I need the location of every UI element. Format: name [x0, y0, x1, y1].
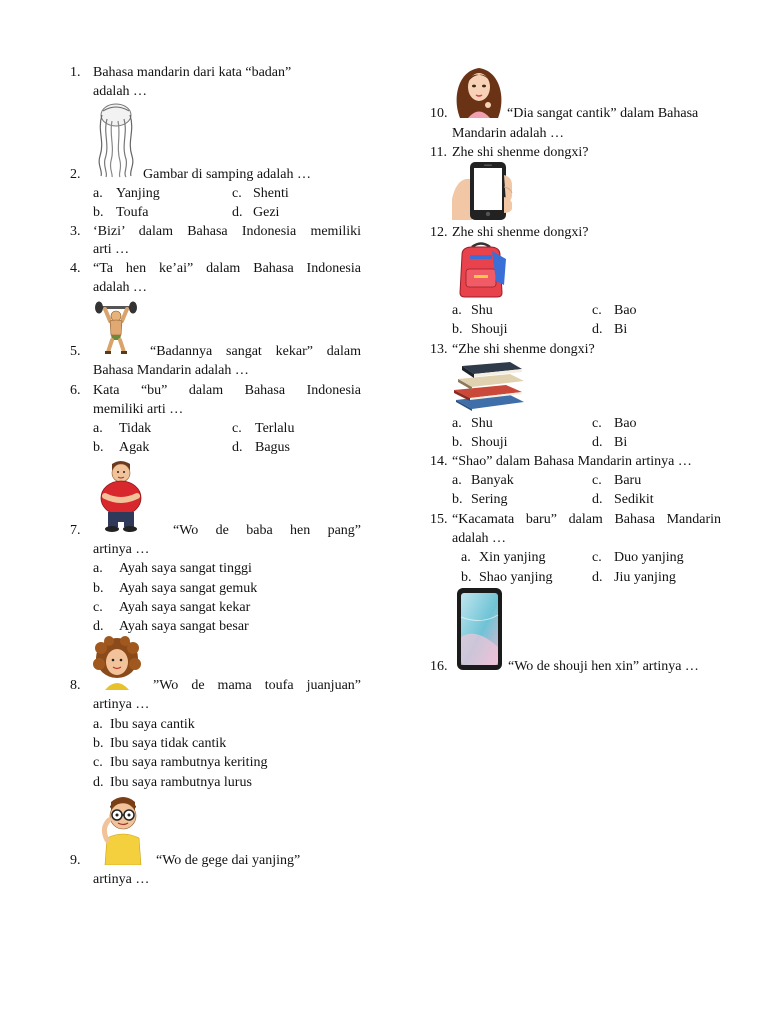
option-text: Shenti	[253, 186, 289, 201]
option-letter: c.	[93, 755, 103, 770]
option-text: Tidak	[119, 421, 152, 436]
option-letter: c.	[232, 421, 242, 436]
question-8-number: 8.	[70, 678, 81, 693]
question-1-text-cont: adalah …	[93, 84, 148, 99]
option-letter: b.	[452, 322, 463, 337]
option-text: Shu	[471, 416, 493, 431]
option-letter: a.	[461, 550, 471, 565]
smartphone-icon	[456, 587, 503, 671]
option-text: Shouji	[471, 435, 508, 450]
question-6-text-cont: memiliki arti …	[93, 402, 184, 417]
question-4-number: 4.	[70, 261, 81, 276]
option-text: Ibu saya rambutnya lurus	[110, 775, 252, 790]
option-letter: d.	[592, 435, 603, 450]
option-letter: a.	[93, 717, 103, 732]
option-text: Duo yanjing	[614, 550, 684, 565]
question-11-text: Zhe shi shenme dongxi?	[452, 145, 589, 160]
option-text: Shouji	[471, 322, 508, 337]
question-7-text: “Wo de baba hen pang”	[173, 523, 361, 538]
option-letter: c.	[93, 600, 103, 615]
option-text: Bi	[614, 435, 628, 450]
option-letter: a.	[93, 421, 103, 436]
question-11-number: 11.	[430, 145, 447, 160]
option-text: Ibu saya tidak cantik	[110, 736, 227, 751]
option-text: Shu	[471, 303, 493, 318]
option-letter: d.	[232, 440, 243, 455]
option-letter: a.	[93, 186, 103, 201]
question-15-text: “Kacamata baru” dalam Bahasa Mandarin	[452, 512, 721, 527]
option-letter: b.	[461, 570, 472, 585]
option-text: Bagus	[255, 440, 290, 455]
option-text: Gezi	[253, 205, 280, 220]
question-1-number: 1.	[70, 65, 81, 80]
backpack-icon	[452, 241, 510, 299]
question-3-number: 3.	[70, 224, 81, 239]
option-letter: a.	[452, 473, 462, 488]
question-5-text-cont: Bahasa Mandarin adalah …	[93, 363, 249, 378]
option-letter: d.	[232, 205, 243, 220]
option-text: Baru	[614, 473, 642, 488]
option-text: Terlalu	[255, 421, 295, 436]
option-text: Xin yanjing	[479, 550, 546, 565]
option-text: Yanjing	[116, 186, 160, 201]
option-letter: c.	[592, 473, 602, 488]
option-letter: b.	[452, 492, 463, 507]
option-text: Bao	[614, 303, 637, 318]
option-letter: b.	[452, 435, 463, 450]
option-letter: d.	[592, 492, 603, 507]
question-9-number: 9.	[70, 853, 81, 868]
option-letter: b.	[93, 440, 104, 455]
phone-in-hand-icon	[452, 161, 514, 220]
boy-glasses-icon	[93, 792, 153, 865]
option-letter: d.	[592, 570, 603, 585]
option-letter: a.	[452, 303, 462, 318]
option-text: Ayah saya sangat besar	[119, 619, 249, 634]
question-10-text-cont: Mandarin adalah …	[452, 126, 564, 141]
option-letter: a.	[93, 561, 103, 576]
question-7-number: 7.	[70, 523, 81, 538]
question-13-text: “Zhe shi shenme dongxi?	[452, 342, 595, 357]
strongman-icon	[93, 299, 139, 355]
question-13-number: 13.	[430, 342, 448, 357]
option-text: Ibu saya cantik	[110, 717, 195, 732]
option-text: Bi	[614, 322, 628, 337]
option-letter: b.	[93, 581, 104, 596]
option-letter: c.	[592, 550, 602, 565]
option-letter: c.	[592, 303, 602, 318]
question-7-text-cont: artinya …	[93, 542, 150, 557]
option-text: Sedikit	[614, 492, 654, 507]
question-15-text-cont: adalah …	[452, 531, 507, 546]
option-letter: a.	[452, 416, 462, 431]
curly-hair-icon	[93, 101, 139, 178]
question-14-text: “Shao” dalam Bahasa Mandarin artinya …	[452, 454, 692, 469]
option-letter: b.	[93, 736, 104, 751]
question-2-text: Gambar di samping adalah …	[143, 167, 311, 182]
option-text: Toufa	[116, 205, 149, 220]
question-14-number: 14.	[430, 454, 448, 469]
question-16-text: “Wo de shouji hen xin” artinya …	[508, 659, 699, 674]
question-8-text: ”Wo de mama toufa juanjuan”	[153, 678, 361, 693]
fat-man-icon	[93, 458, 149, 532]
option-letter: c.	[592, 416, 602, 431]
question-10-number: 10.	[430, 106, 448, 121]
option-letter: d.	[93, 619, 104, 634]
beautiful-woman-icon	[452, 63, 506, 118]
question-12-text: Zhe shi shenme dongxi?	[452, 225, 589, 240]
option-text: Banyak	[471, 473, 514, 488]
question-6-number: 6.	[70, 383, 81, 398]
question-10-text: “Dia sangat cantik” dalam Bahasa	[507, 106, 699, 121]
question-9-text-cont: artinya …	[93, 872, 150, 887]
question-8-text-cont: artinya …	[93, 697, 150, 712]
question-9-text: “Wo de gege dai yanjing”	[156, 853, 301, 868]
option-text: Sering	[471, 492, 508, 507]
option-text: Bao	[614, 416, 637, 431]
question-3-text: ‘Bizi’ dalam Bahasa Indonesia memiliki	[93, 224, 361, 239]
option-text: Jiu yanjing	[614, 570, 676, 585]
option-letter: b.	[93, 205, 104, 220]
option-text: Ayah saya sangat tinggi	[119, 561, 252, 576]
option-letter: c.	[232, 186, 242, 201]
question-5-number: 5.	[70, 344, 81, 359]
option-text: Ayah saya sangat kekar	[119, 600, 251, 615]
question-5-text: “Badannya sangat kekar” dalam	[150, 344, 361, 359]
book-stack-icon	[452, 358, 528, 411]
question-1-text: Bahasa mandarin dari kata “badan”	[93, 65, 292, 80]
question-15-number: 15.	[430, 512, 448, 527]
option-text: Agak	[119, 440, 150, 455]
option-text: Ibu saya rambutnya keriting	[110, 755, 268, 770]
question-3-text-cont: arti …	[93, 242, 130, 257]
question-4-text: “Ta hen ke’ai” dalam Bahasa Indonesia	[93, 261, 361, 276]
option-text: Shao yanjing	[479, 570, 553, 585]
option-letter: d.	[93, 775, 104, 790]
question-2-number: 2.	[70, 167, 81, 182]
option-text: Ayah saya sangat gemuk	[119, 581, 258, 596]
question-4-text-cont: adalah …	[93, 280, 148, 295]
question-6-text: Kata “bu” dalam Bahasa Indonesia	[93, 383, 361, 398]
curly-hair-woman-icon	[93, 636, 141, 690]
question-16-number: 16.	[430, 659, 448, 674]
option-letter: d.	[592, 322, 603, 337]
question-12-number: 12.	[430, 225, 448, 240]
